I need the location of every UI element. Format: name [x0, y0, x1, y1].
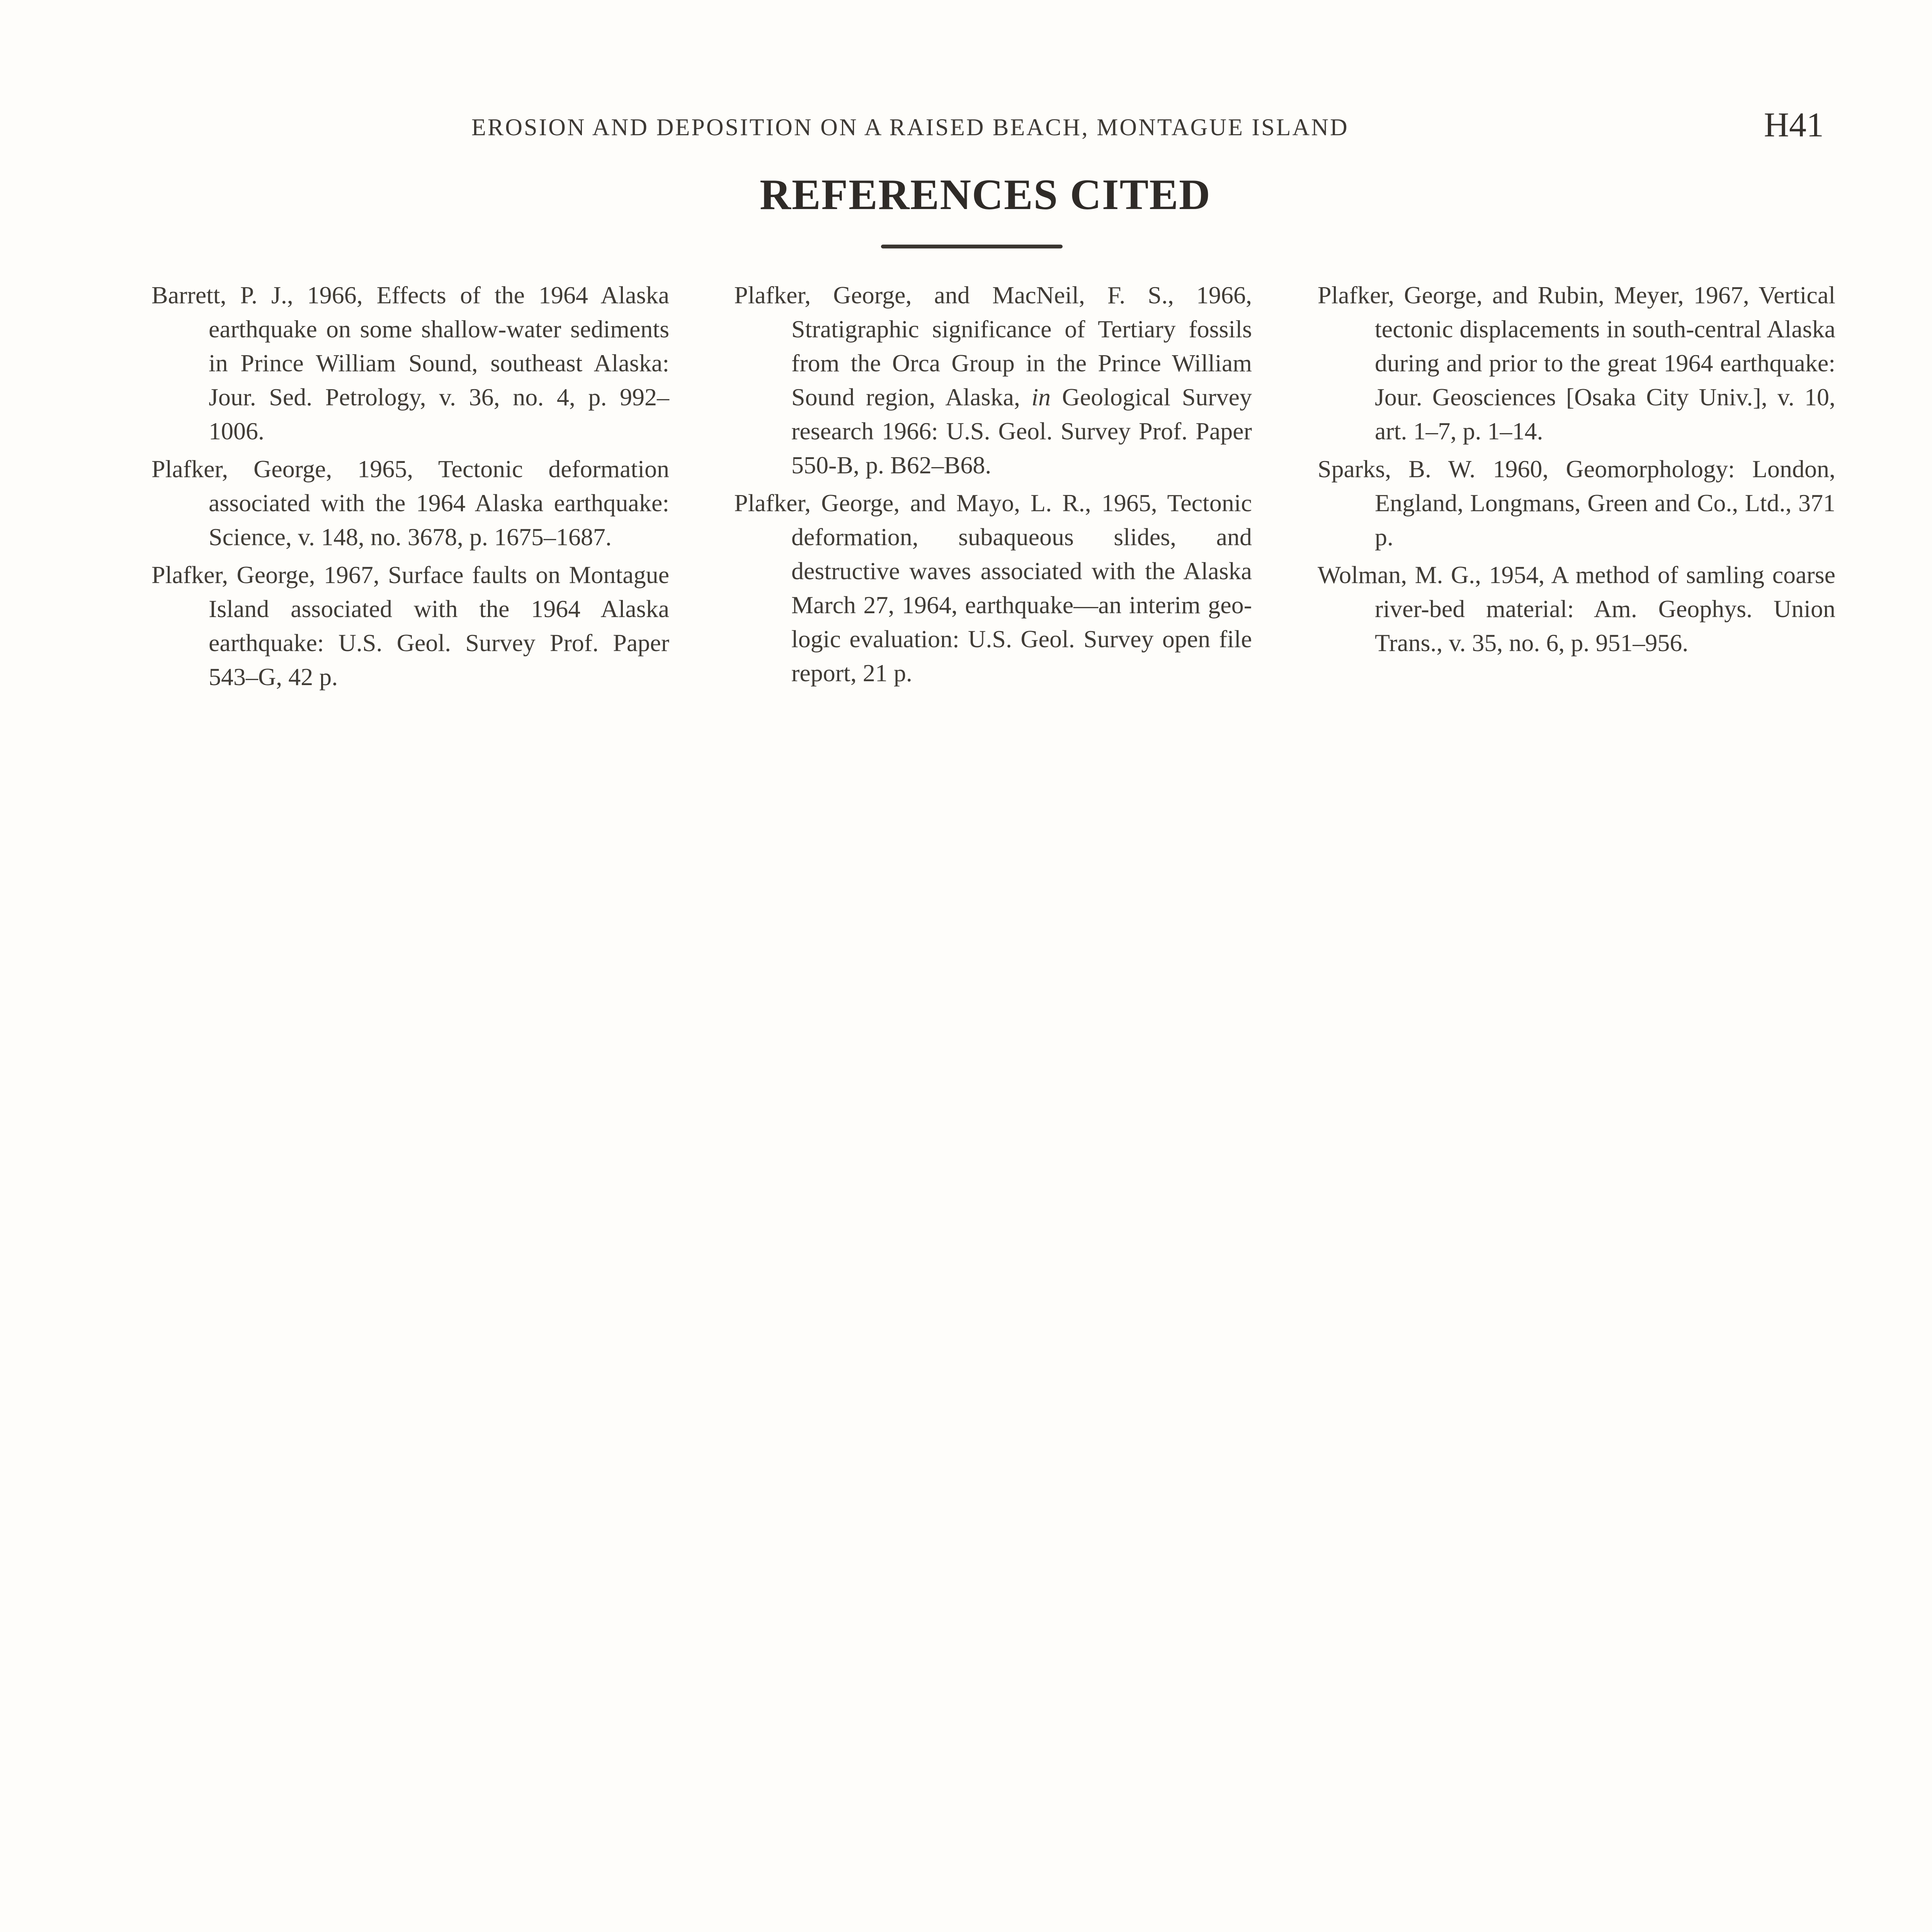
title-divider — [881, 245, 1063, 248]
section-title: REFERENCES CITED — [760, 171, 1211, 219]
reference-entry — [734, 278, 1252, 482]
reference-entry: Plafker, George, 1965, Tectonic deformation associated with the 1964 Alaska earthquake: Science, v. 148, no. 3678, p. 1675–1687. — [151, 455, 669, 551]
reference-entry: Wolman, M. G., 1954, A method of samling coarse river-bed material: Am. Geophys. Union Trans., v. 35, no. 6, p. 951–956. — [1318, 561, 1835, 656]
reference-text: Plafker, George, and Mayo, L. R., 1965, Tectonic deformation, subaqueous slides, and destructive waves associated with the Alaska March 27, 1964, earthquake—an interim geologic evaluation: U.S. Geol. Survey open file report, 21 p. — [734, 489, 1252, 687]
running-head: EROSION AND DEPOSITION ON A RAISED BEACH, MONTAGUE ISLAND — [471, 114, 1349, 141]
reference-entry: Sparks, B. W. 1960, Geomorphology: London, England, Longmans, Green and Co., Ltd., 371 p. — [1318, 455, 1835, 551]
reference-entry — [734, 486, 1252, 690]
reference-italic-text: in — [1031, 383, 1051, 411]
reference-entry: Barrett, P. J., 1966, Effects of the 1964 Alaska earthquake on some shallow-water sediments in Prince William Sound, southeast Alaska: Jour. Sed. Petrology, v. 36, no. 4, p. 992–1006. — [151, 281, 669, 445]
reference-text: Geological Survey research 1966: U.S. Geol. Survey Prof. Paper 550-B, p. B62–B68. — [791, 383, 1252, 479]
reference-entry: Plafker, George, 1967, Surface faults on Montague Island associated with the 1964 Alaska earthquake: U.S. Geol. Survey Prof. Paper 543–G, 42 p. — [151, 561, 669, 690]
references-column-3 — [1318, 278, 1835, 664]
page-number: H41 — [1764, 106, 1824, 144]
references-column-2 — [734, 278, 1252, 694]
reference-text: Plafker, George, and MacNeil, F. S., 1966, Stratigraphic significance of Tertiary fossils from the Orca Group in the Prince William Sound region, Alaska, — [734, 281, 1252, 411]
reference-entry: Plafker, George, and Rubin, Meyer, 1967, Vertical tectonic displacements in south-central Alaska during and prior to the great 1964 earthquake: Jour. Geosciences [Osaka City Univ.], v. 10, art. 1–7, p. 1–14. — [1318, 281, 1835, 445]
references-column-1 — [151, 278, 669, 698]
